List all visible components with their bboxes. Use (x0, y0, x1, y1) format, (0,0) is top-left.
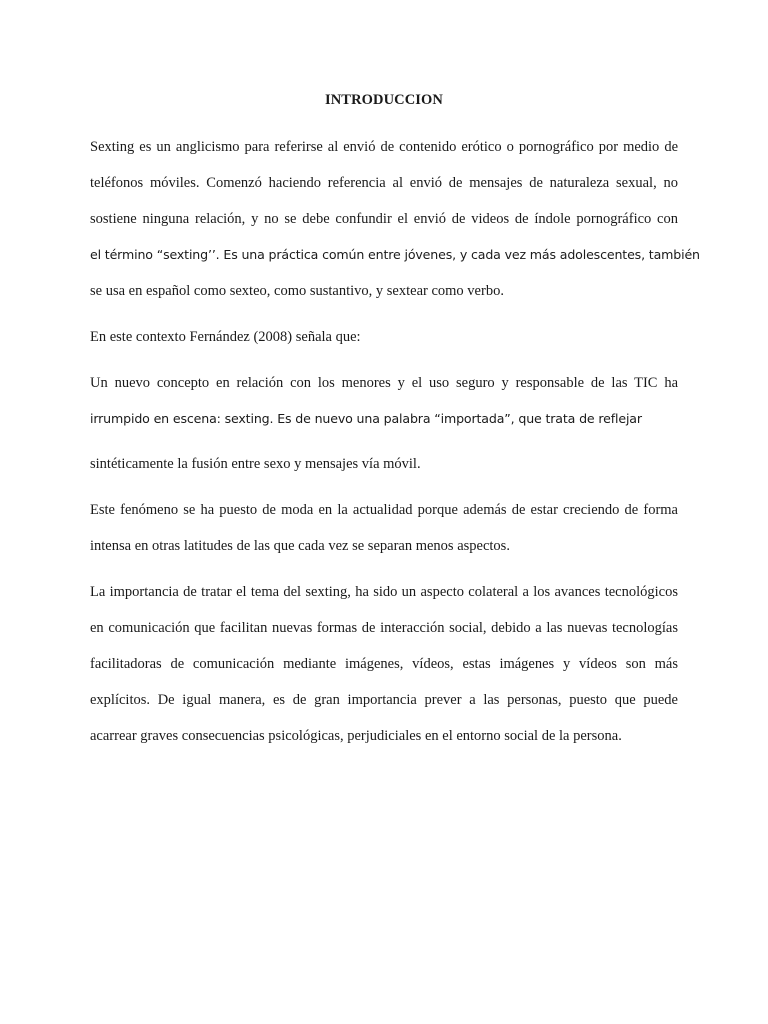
text-line: en comunicación que facilitan nuevas formas de interacción social, debido a las nuevas tecnologías (90, 620, 678, 636)
text-line: acarrear graves consecuencias psicológicas, perjudiciales en el entorno social de la persona. (90, 728, 622, 744)
text-line: Este fenómeno se ha puesto de moda en la actualidad porque además de estar creciendo de forma (90, 502, 678, 518)
text-line: intensa en otras latitudes de las que cada vez se separan menos aspectos. (90, 538, 510, 554)
text-line: irrumpido en escena: sexting. Es de nuevo una palabra “importada”, que trata de reflejar (90, 411, 642, 426)
text-line: teléfonos móviles. Comenzó haciendo referencia al envió de mensajes de naturaleza sexual, no (90, 175, 678, 191)
text-line: Un nuevo concepto en relación con los menores y el uso seguro y responsable de las TIC ha (90, 375, 678, 391)
text-line: En este contexto Fernández (2008) señala que: (90, 329, 361, 345)
text-line: sostiene ninguna relación, y no se debe confundir el envió de videos de índole pornográfico con (90, 211, 678, 227)
text-line: sintéticamente la fusión entre sexo y mensajes vía móvil. (90, 456, 421, 472)
text-line: Sexting es un anglicismo para referirse al envió de contenido erótico o pornográfico por medio de (90, 139, 678, 155)
text-line: se usa en español como sexteo, como sustantivo, y sextear como verbo. (90, 283, 504, 299)
text-line: facilitadoras de comunicación mediante imágenes, vídeos, estas imágenes y vídeos son más (90, 656, 678, 672)
text-line: La importancia de tratar el tema del sexting, ha sido un aspecto colateral a los avances tecnológicos (90, 584, 678, 600)
document-title: INTRODUCCION (324, 92, 443, 108)
text-line: explícitos. De igual manera, es de gran importancia prever a las personas, puesto que puede (90, 692, 678, 708)
text-line: el término “sexting’’. Es una práctica común entre jóvenes, y cada vez más adolescentes, también (90, 247, 700, 262)
